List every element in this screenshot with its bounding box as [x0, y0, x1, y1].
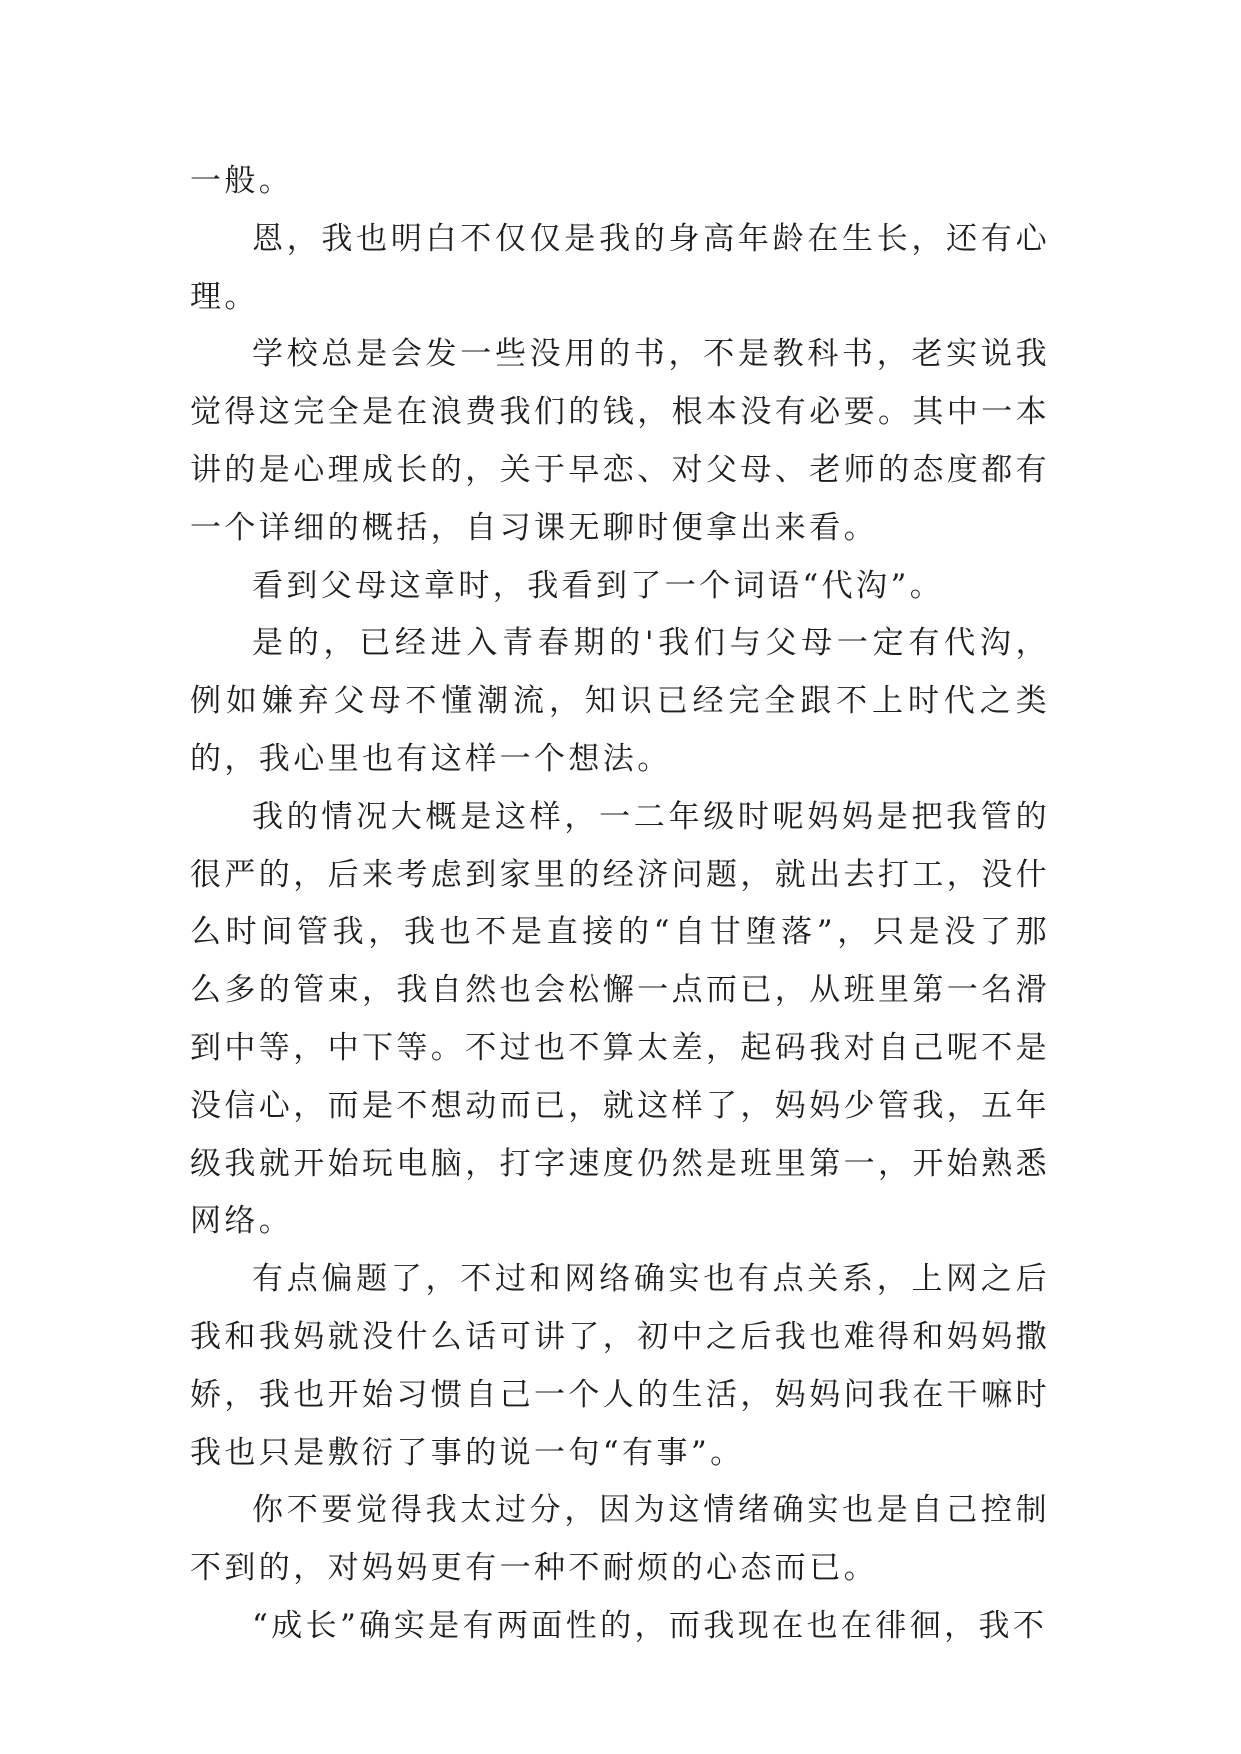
paragraph-9: “成长”确实是有两面性的，而我现在也在徘徊，我不: [252, 1607, 1048, 1644]
paragraph-8: 你不要觉得我太过分，因为这情绪确实也是自己控制不到的，对妈妈更有一种不耐烦的心态而已。: [190, 1492, 1050, 1587]
paragraph-4: 看到父母这章时，我看到了一个词语“代沟”。: [252, 567, 945, 604]
document-body: [190, 153, 1050, 1656]
paragraph-5: 是的，已经进入青春期的'我们与父母一定有代沟，例如嫌弃父母不懂潮流，知识已经完全跟不上时代之类的，我心里也有这样一个想法。: [190, 625, 1050, 777]
paragraph-1: 一般。: [190, 163, 294, 199]
paragraph-3: 学校总是会发一些没用的书，不是教科书，老实说我觉得这完全是在浪费我们的钱，根本没有必要。其中一本讲的是心理成长的，关于早恋、对父母、老师的态度都有一个详细的概括，自习课无聊时便拿出来看。: [190, 336, 1050, 546]
paragraph-6: 我的情况大概是这样，一二年级时呢妈妈是把我管的很严的，后来考虑到家里的经济问题，就出去打工，没什么时间管我，我也不是直接的“自甘堕落”，只是没了那么多的管束，我自然也会松懈一点而已，从班里第一名滑到中等，中下等。不过也不算太差，起码我对自己呢不是没信心，而是不想动而已，就这样了，妈妈少管我，五年级我就开始玩电脑，打字速度仍然是班里第一，开始熟悉网络。: [190, 798, 1050, 1240]
paragraph-2: 恩，我也明白不仅仅是我的身高年龄在生长，还有心理。: [190, 220, 1050, 315]
paragraph-7: 有点偏题了，不过和网络确实也有点关系，上网之后我和我妈就没什么话可讲了，初中之后我也难得和妈妈撒娇，我也开始习惯自己一个人的生活，妈妈问我在干嘛时我也只是敷衍了事的说一句“有事”。: [190, 1261, 1050, 1471]
